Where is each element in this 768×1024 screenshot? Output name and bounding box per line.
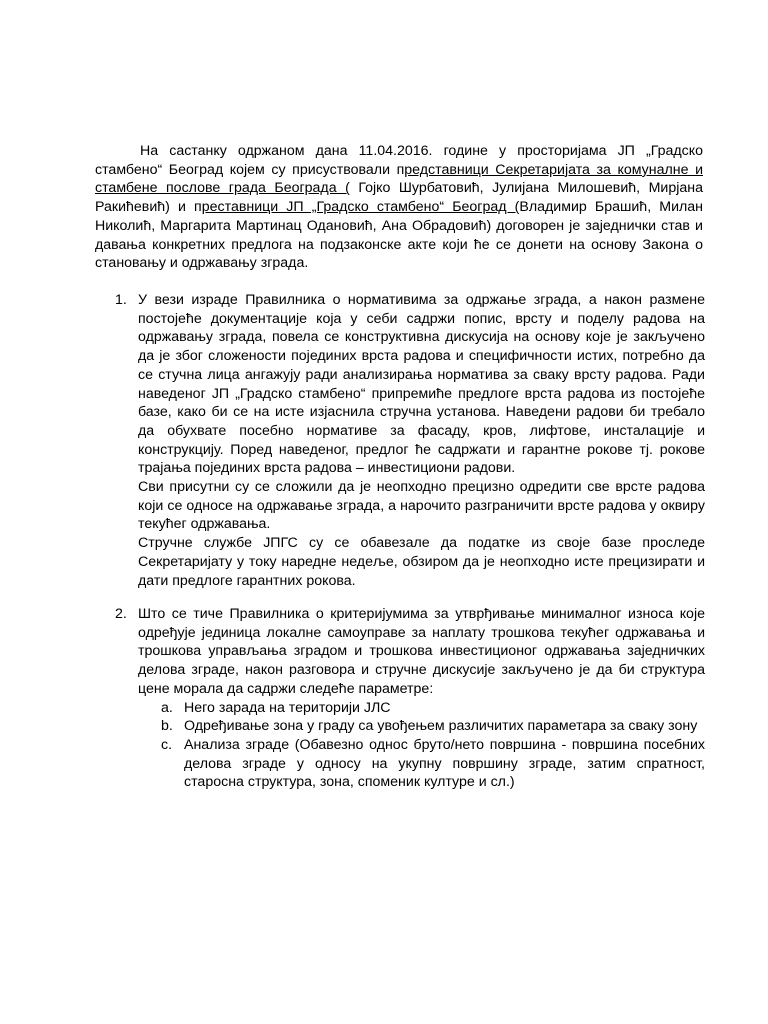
intro-text-3: Владимир Брашић, Милан Николић, Маргарита Мартинац Одановић, Ана Обрадовић) договорен је заједнички став и давања конкретних предлога на подзаконске акте који ће се донети на основу Закона о становању и одржавању зграда. — [95, 199, 703, 272]
list-item-2 — [115, 605, 705, 792]
item-paragraph: Сви присутни су се сложили да је неопходно прецизно одредити све врсте радова који се односе на одржавање зграда, а нарочито разграничити врсте радова у оквиру текућег одржавања. — [138, 479, 705, 533]
sub-item-text: Него зарада на територији ЈЛС — [184, 699, 391, 716]
intro-text-1: На састанку одржаном дана 11.04.2016. године у просторијама ЈП „Градско стамбено“ Београд којем су присуствовали п — [95, 143, 703, 178]
item-paragraph: Стручне службе ЈПГС су се обавезале да податке из своје базе проследе Секретаријату у току наредне недеље, обзиром да је неопходно исте прецизирати и дати предлоге гарантних рокова. — [138, 535, 705, 589]
sub-list-item — [161, 717, 705, 736]
item-paragraph: У вези израде Правилника о нормативима за одржање зграда, а након размене постојеће документације која у себи садржи попис, врсту и поделу радова на одржавању зграда, повела се конструктивна дискусија на основу које је закључено да је због сложености појединих врста радова и специфичности истих, потребно да се стучна лица ангажују ради анализирања норматива за сваку врсту радова. Ради наведеног ЈП „Градско стамбено“ припремиће предлоге врста радова из постојеће базе, како би се на исте изјаснила стручна установа. Наведени радови би требало да обухвате посебно нормативе за фасаду, кров, лифтове, инсталације и конструкцију. Поред наведеног, предлог ће садржати и гарантне рокове тј. рокове трајања појединих врста радова – инвестициони радови. — [138, 292, 705, 477]
sub-list — [138, 699, 705, 793]
sub-list-item — [161, 699, 705, 718]
intro-paragraph — [95, 142, 703, 273]
intro-underlined-2: реставници ЈП „Градско стамбено“ Београд ( — [201, 199, 520, 216]
intro-underlined-1: редставници Секретаријата за комуналне и стамбене послове града Београда ( — [95, 161, 703, 197]
sub-item-letter: c. — [161, 736, 173, 753]
item-number: 2. — [115, 606, 127, 622]
sub-list-item — [161, 736, 705, 792]
sub-item-letter: b. — [161, 718, 173, 735]
sub-item-letter: a. — [161, 699, 173, 716]
list-item-1 — [115, 291, 705, 590]
sub-item-text: Одређивање зона у граду са увођењем различитих параметара за сваку зону — [184, 718, 698, 735]
item-number: 1. — [115, 292, 127, 308]
item-paragraph: Што се тиче Правилника о критеријумима за утврђивање минималног износа које одређује јединица локалне самоуправе за наплату трошкова текућег одржавања и трошкова управљања зградом и трошкова инвестиционог одржавања заједничких делова зграде, након разговора и стручне дискусије закључено је да би структура цене морала да садржи следеће параметре: — [138, 606, 705, 697]
intro-text-2: Гојко Шурбатовић, Јулијана Милошевић, Мирјана Ракићевић) и п — [95, 180, 703, 216]
sub-item-text: Анализа зграде (Обавезно однос бруто/нето површина - површина посебних делова зграде у односу на укупну површину зграде, затим спратност, старосна структура, зона, споменик културе и сл.) — [184, 736, 705, 791]
